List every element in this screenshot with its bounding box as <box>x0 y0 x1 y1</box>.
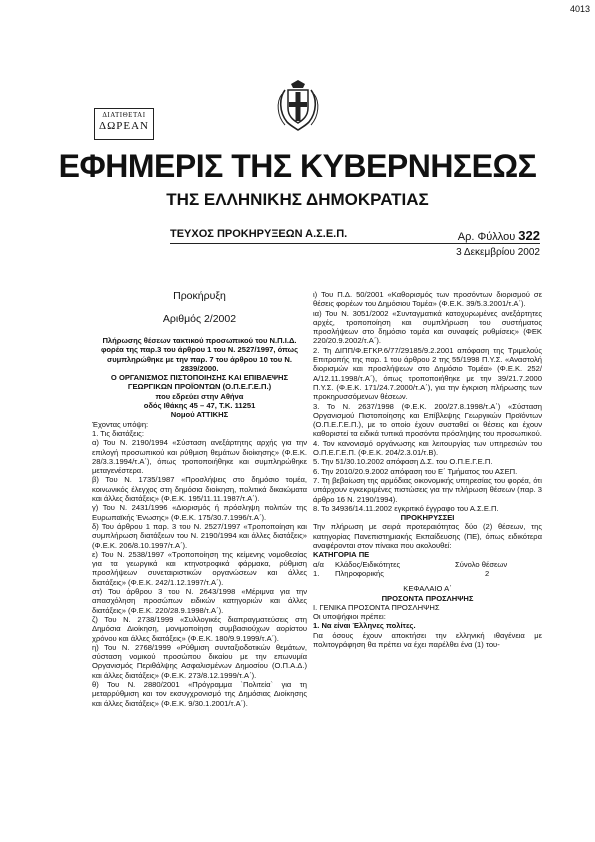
provisions-heading: 1. Τις διατάξεις: <box>92 428 144 438</box>
provision-paragraph: ε) Του Ν. 2538/1997 «Τροποποίηση της κείμενης νομοθεσίας για τα γεωργικά και κτηνοτροφικά φάρμακα, ρύθμιση προσλήψεων συνεταιριστικών οργανώσεων και άλλες διατάξεις» (Φ.Ε.Κ. 242/1.12.1997/τ.Α΄). <box>92 549 307 587</box>
provision-paragraph: 8. Το 34936/14.11.2002 εγκριτικό έγγραφο του Α.Σ.Ε.Π. <box>313 503 499 513</box>
issue-series: ΤΕΥΧΟΣ ΠΡΟΚΗΡΥΞΕΩΝ Α.Σ.Ε.Π. <box>170 228 348 240</box>
section-heading: Ι. ΓΕΝΙΚΑ ΠΡΟΣΟΝΤΑ ΠΡΟΣΛΗΨΗΣ <box>313 602 440 612</box>
sheet-label: Αρ. Φύλλου <box>457 231 516 243</box>
badge-line1: ΔΙΑΤΙΘΕΤΑΙ <box>102 111 146 119</box>
provision-paragraph: 4. Τον κανονισμό οργάνωσης και λειτουργίας των υπηρεσιών του Ο.Π.Ε.Γ.Ε.Π. (Φ.Ε.Κ. 204/2.3.01/τ.Β). <box>313 438 542 458</box>
having-regard: Έχοντας υπόψη: <box>92 419 149 429</box>
announces-heading: ΠΡΟΚΗΡΥΣΣΕΙ <box>400 513 455 523</box>
provision-paragraph: γ) Του Ν. 2431/1996 «Διορισμός ή πρόσληψη πολιτών της Ευρωπαϊκής Ένωσης» (Φ.Ε.Κ. 175/30.7.1996/τ.Α΄). <box>92 503 307 522</box>
organization-seat: που εδρεύει στην Αθήνα <box>155 391 244 401</box>
badge-line2: ΔΩΡΕΑΝ <box>99 120 149 132</box>
provision-paragraph: 6. Την 2010/20.9.2002 απόφαση του Ε΄ Τμήματος του ΑΣΕΠ. <box>313 466 518 476</box>
requirement-item: 1. Να είναι Έλληνες πολίτες. <box>313 621 416 631</box>
table-header-cell: Κλάδος/Ειδικότητες <box>335 559 401 569</box>
table-row <box>313 569 542 578</box>
table-header <box>313 560 542 569</box>
organization-prefecture: Νομού ΑΤΤΙΚΗΣ <box>170 410 229 420</box>
table-header-cell: α/α <box>313 559 324 569</box>
header-divider <box>170 243 540 244</box>
table-header-cell: Σύνολο θέσεων <box>455 559 508 569</box>
provision-paragraph: στ) Του άρθρου 3 του Ν. 2643/1998 «Μέριμνα για την απασχόληση προσώπων ειδικών κατηγοριών και άλλες διατάξεις» (Φ.Ε.Κ. 220/28.9.1998/τ.Α΄). <box>92 587 307 615</box>
requirement-paragraph: Για όσους έχουν αποκτήσει την ελληνική ιθαγένεια με πολιτογράφηση θα πρέπει να έχει παρέλθει ένα (1) του- <box>313 630 542 649</box>
chapter-title: ΠΡΟΣΟΝΤΑ ΠΡΟΣΛΗΨΗΣ <box>381 593 474 603</box>
provision-paragraph: ζ) Του Ν. 2738/1999 «Συλλογικές διαπραγματεύσεις στη Δημόσια Διοίκηση, μονιμοποίηση συμβασιούχων αορίστου χρόνου και άλλες διατάξεις» (Φ.Ε.Κ. 180/9.9.1999/τ.Α΄). <box>92 614 307 643</box>
greek-coat-of-arms-icon <box>273 78 323 132</box>
provision-paragraph: ια) Του Ν. 3051/2002 «Συνταγματικά κατοχυρωμένες ανεξάρτητες αρχές, τροποποίηση και συμπλήρωση του συστήματος προσλήψεων στο δημόσιο τομέα και συναφείς ρυθμίσεις» (ΦΕΚ 220/20.9.2002/τ.Α΄). <box>313 308 542 346</box>
chapter-heading: ΚΕΦΑΛΑΙΟ Α΄ <box>403 584 452 594</box>
page-number: 4013 <box>569 4 590 14</box>
sheet-number: 322 <box>518 228 540 243</box>
provision-paragraph: η) Του Ν. 2768/1999 «Ρύθμιση συνταξιοδοτικών θεμάτων, σύσταση νομικού προσώπου δικαίου με την επωνυμία Οργανισμός Περιθάλψης Ασφαλισμένων Δημοσίου (Ο.Π.Α.Δ.) και άλλες διατάξεις» (Φ.Ε.Κ. 273/8.12.1999/τ.Α΄). <box>92 642 307 680</box>
provision-paragraph: θ) Του Ν. 2880/2001 «Πρόγραμμα `Πολιτεία` για τη μεταρρύθμιση και τον εκσυγχρονισμό της Δημόσιας Διοίκησης και άλλες διατάξεις» (Φ.Ε.Κ. 9/30.1.2001/τ.Α΄). <box>92 679 307 708</box>
table-cell: 1. <box>313 568 320 578</box>
provision-paragraph: ι) Του Π.Δ. 50/2001 «Καθορισμός των προσόντων διορισμού σε θέσεις φορέων του Δημόσιου Τομέα» (Φ.Ε.Κ. 39/5.3.2001/τ.Α΄). <box>313 290 542 309</box>
provision-paragraph: 2. Τη ΔΙΠΠ/Φ.ΕΓΚΡ.6/77/29185/9.2.2001 απόφαση της Τριμελούς Επιτροπής της παρ. 1 του άρθρου 2 της 55/1998 Π.Υ.Σ. «Αναστολή διορισμών και προσλήψεων στο Δημόσιο Τομέα» (Φ.Ε.Κ. 252/Α/12.11.1998/τ.Α΄), όπως τροποποιήθηκε με την 39/21.7.2000 Π.Υ.Σ. (Φ.Ε.Κ. 171/24.7.2000/τ.Α΄), για την έγκριση πλήρωσης των προκηρυσσόμενων θέσεων. <box>313 345 542 402</box>
right-column <box>313 290 542 649</box>
provision-paragraph: α) Του Ν. 2190/1994 «Σύσταση ανεξάρτητης αρχής για την επιλογή προσωπικού και ρύθμιση θεμάτων διοίκησης» (Φ.Ε.Κ. 28/3.3.1994/τ.Α΄), όπως τροποποιήθηκε και συμπληρώθηκε μεταγενέστερα. <box>92 438 307 476</box>
notice-number: Αριθμός 2/2002 <box>162 313 237 325</box>
provision-paragraph: 7. Τη βεβαίωση της αρμόδιας οικονομικής υπηρεσίας του φορέα, ότι υπάρχουν εγκεκριμένες πιστώσεις για την πλήρωση θέσεων (παρ. 3 άρθρο 16 Ν. 2190/1994). <box>313 475 542 504</box>
provision-paragraph: δ) Του άρθρου 1 παρ. 3 του Ν. 2527/1997 «Τροποποίηση και συμπλήρωση διατάξεων του Ν. 2190/1994 και άλλες διατάξεις» (Φ.Ε.Κ. 206/8.10.1997/τ.Α΄). <box>92 521 307 550</box>
organization-address: οδός Ιθάκης 45 – 47, Τ.Κ. 11251 <box>143 401 256 411</box>
sheet-number-group <box>458 228 540 243</box>
provision-paragraph: 5. Την 51/30.10.2002 απόφαση Δ.Σ. του Ο.Π.Ε.Γ.Ε.Π. <box>313 457 493 467</box>
issue-date: 3 Δεκεμβρίου 2002 <box>456 247 540 258</box>
notice-summary: Πλήρωσης θέσεων τακτικού προσωπικού του Ν.Π.Ι.Δ. φορέα της παρ.3 του άρθρου 1 του Ν. 2527/1997, όπως συμπληρώθηκε με την παρ. 7 του άρθρου 10 του Ν. 2839/2000. <box>100 336 299 373</box>
table-cell: 2 <box>485 568 490 578</box>
announce-text: Την πλήρωση με σειρά προτεραιότητας δύο (2) θέσεων, της κατηγορίας Πανεπιστημιακής Εκπαίδευσης (ΠΕ), όπως ειδικότερα αναφέρονται στον πίνακα που ακολουθεί: <box>313 522 542 551</box>
category-heading: ΚΑΤΗΓΟΡΙΑ ΠΕ <box>313 550 370 560</box>
table-cell: Πληροφορικής <box>335 568 384 578</box>
candidates-intro: Οι υποψήφιοι πρέπει: <box>313 612 386 622</box>
left-column <box>92 290 307 708</box>
organization-name: Ο ΟΡΓΑΝΙΣΜΟΣ ΠΙΣΤΟΠΟΙΗΣΗΣ ΚΑΙ ΕΠΙΒΛΕΨΗΣ ΓΕΩΡΓΙΚΩΝ ΠΡΟΪΟΝΤΩΝ (Ο.Π.Ε.Γ.Ε.Π.) <box>110 373 289 392</box>
gazette-title: ΕΦΗΜΕΡΙΣ ΤΗΣ ΚΥΒΕΡΝΗΣΕΩΣ <box>58 148 537 184</box>
provision-paragraph: β) Του Ν. 1735/1987 «Προσλήψεις στο δημόσιο τομέα, κοινωνικός έλεγχος στη δημόσια διοίκηση, πολιτικά δικαιώματα και άλλες διατάξεις» (Φ.Ε.Κ. 195/11.11.1987/τ.Α΄). <box>92 475 307 504</box>
gazette-subtitle: ΤΗΣ ΕΛΛΗΝΙΚΗΣ ΔΗΜΟΚΡΑΤΙΑΣ <box>166 190 429 209</box>
provision-paragraph: 3. Το Ν. 2637/1998 (Φ.Ε.Κ. 200/27.8.1998/τ.Α΄) «Σύσταση Οργανισμού Πιστοποίησης και Επίβλεψης Γεωργικών Προϊόντων (Ο.Π.Ε.Γ.Ε.Π.), με το οποίο έχουν συσταθεί οι θέσεις και έχουν καθοριστεί τα ειδικά τυπικά προσόντα πρόσληψης του προσωπικού. <box>313 401 542 439</box>
free-distribution-badge <box>94 108 154 140</box>
notice-heading: Προκήρυξη <box>173 290 226 302</box>
